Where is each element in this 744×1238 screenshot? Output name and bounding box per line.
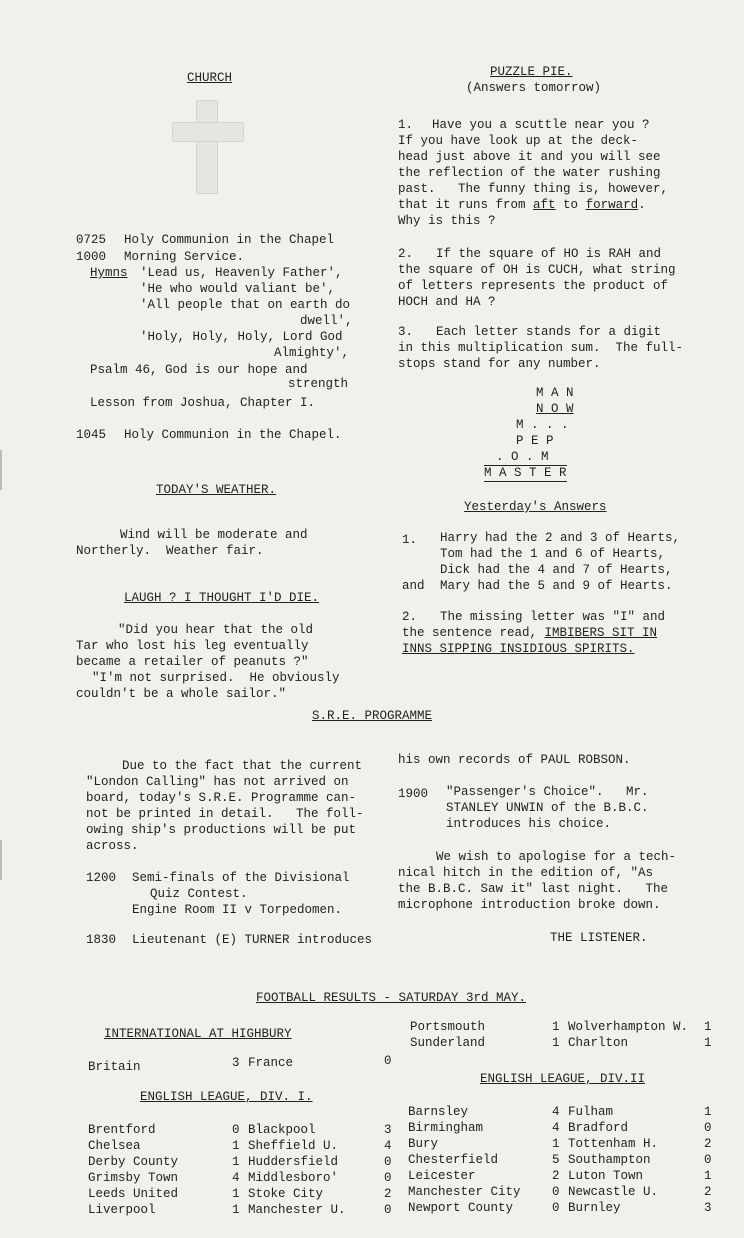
team-home: Brentford	[88, 1123, 156, 1137]
laugh-line: became a retailer of peanuts ?"	[76, 655, 309, 669]
team-away: Middlesboro'	[248, 1171, 339, 1185]
sum-result: M A S T E R	[484, 466, 567, 480]
team-home: Derby County	[88, 1155, 179, 1169]
lesson-line: Lesson from Joshua, Chapter I.	[90, 396, 316, 410]
programme-time: 1200	[86, 871, 117, 885]
page-fold-mark	[0, 840, 2, 880]
score-home: 0	[552, 1201, 560, 1215]
programme-time: 1830	[86, 933, 117, 947]
weather-title: TODAY'S WEATHER.	[156, 483, 277, 497]
programme-line: Lieutenant (E) TURNER introduces	[132, 933, 373, 947]
score-home: 1	[552, 1036, 560, 1050]
sre-line: across.	[86, 839, 139, 853]
weather-line: Wind will be moderate and	[120, 528, 308, 542]
team-away: Luton Town	[568, 1169, 644, 1183]
programme-line: his own records of PAUL ROBSON.	[398, 753, 631, 767]
score-home: 0	[552, 1185, 560, 1199]
score-away: 1	[704, 1169, 712, 1183]
team-home: Chelsea	[88, 1139, 141, 1153]
puzzle-line: HOCH and HA ?	[398, 295, 496, 309]
score-away: 0	[384, 1054, 392, 1068]
laugh-line: "I'm not surprised. He obviously	[92, 671, 340, 685]
forward-word: forward	[585, 198, 639, 212]
puzzle-line	[398, 197, 646, 214]
team-away: Newcastle U.	[568, 1185, 659, 1199]
answer-line	[402, 625, 657, 642]
sre-line: not be printed in detail. The foll-	[86, 807, 364, 821]
aft-word: aft	[533, 198, 556, 212]
puzzle-text: to	[555, 198, 586, 212]
puzzle-line: Each letter stands for a digit	[436, 325, 662, 339]
team-away: Tottenham H.	[568, 1137, 659, 1151]
question-number: 3.	[398, 325, 414, 339]
weather-line: Northerly. Weather fair.	[76, 544, 264, 558]
team-home: Grimsby Town	[88, 1171, 179, 1185]
church-entry-text: Holy Communion in the Chapel	[124, 233, 335, 247]
programme-line: Quiz Contest.	[150, 887, 248, 901]
score-away: 4	[384, 1139, 392, 1153]
team-away: Huddersfield	[248, 1155, 339, 1169]
answer-and: and	[402, 579, 425, 593]
sre-title: S.R.E. PROGRAMME	[312, 709, 433, 723]
sum-row: M . . .	[516, 418, 569, 432]
team-away: Charlton	[568, 1036, 629, 1050]
puzzle-line: head just above it and you will see	[398, 150, 661, 164]
team-home: Britain	[88, 1060, 141, 1074]
answer-line: Harry had the 2 and 3 of Hearts,	[440, 531, 681, 545]
div1-title: ENGLISH LEAGUE, DIV. I.	[140, 1090, 313, 1104]
programme-line: Engine Room II v Torpedomen.	[132, 903, 343, 917]
answer-number: 2.	[402, 610, 418, 624]
team-away: Southampton	[568, 1153, 651, 1167]
apology-line: the B.B.C. Saw it" last night. The	[398, 882, 669, 896]
psalm-line: strength	[288, 377, 349, 391]
puzzle-line: If you have look up at the deck-	[398, 134, 639, 148]
team-away: Blackpool	[248, 1123, 316, 1137]
score-home: 0	[232, 1123, 240, 1137]
sre-line: "London Calling" has not arrived on	[86, 775, 349, 789]
puzzle-line: Why is this ?	[398, 214, 496, 228]
score-home: 4	[232, 1171, 240, 1185]
sum-row: . O . M	[496, 450, 549, 464]
team-home: Liverpool	[88, 1203, 156, 1217]
hymn-line: 'He who would valiant be',	[140, 282, 336, 296]
team-home: Barnsley	[408, 1105, 469, 1119]
church-entry-time: 1000	[76, 250, 107, 264]
team-home: Chesterfield	[408, 1153, 499, 1167]
score-home: 2	[552, 1169, 560, 1183]
answer-line: Mary had the 5 and 9 of Hearts.	[440, 579, 673, 593]
hymn-line: Almighty',	[274, 346, 350, 360]
score-away: 3	[704, 1201, 712, 1215]
team-away: Manchester U.	[248, 1203, 346, 1217]
sre-line: board, today's S.R.E. Programme can-	[86, 791, 357, 805]
church-entry-time: 0725	[76, 233, 107, 247]
score-home: 1	[232, 1187, 240, 1201]
team-away: Stoke City	[248, 1187, 324, 1201]
question-number: 2.	[398, 247, 414, 261]
signature: THE LISTENER.	[550, 931, 648, 945]
puzzle-subtitle: (Answers tomorrow)	[466, 81, 602, 95]
laugh-title: LAUGH ? I THOUGHT I'D DIE.	[124, 591, 320, 605]
psalm-line: Psalm 46, God is our hope and	[90, 363, 308, 377]
team-away: Bradford	[568, 1121, 629, 1135]
hymn-line: 'Lead us, Heavenly Father',	[140, 266, 343, 280]
score-away: 0	[704, 1121, 712, 1135]
puzzle-line: the square of OH is CUCH, what string	[398, 263, 676, 277]
score-home: 4	[552, 1105, 560, 1119]
laugh-line: couldn't be a whole sailor."	[76, 687, 287, 701]
apology-line: nical hitch in the edition of, "As	[398, 866, 654, 880]
team-home: Leicester	[408, 1169, 476, 1183]
programme-line: Semi-finals of the Divisional	[132, 871, 350, 885]
question-number: 1.	[398, 118, 414, 132]
score-home: 4	[552, 1121, 560, 1135]
score-away: 3	[384, 1123, 392, 1137]
score-away: 0	[704, 1153, 712, 1167]
laugh-line: Tar who lost his leg eventually	[76, 639, 309, 653]
score-away: 1	[704, 1020, 712, 1034]
score-home: 1	[232, 1203, 240, 1217]
team-home: Newport County	[408, 1201, 514, 1215]
answers-title: Yesterday's Answers	[464, 500, 607, 514]
sre-line: owing ship's productions will be put	[86, 823, 357, 837]
score-away: 0	[384, 1171, 392, 1185]
score-home: 1	[552, 1020, 560, 1034]
sre-line: Due to the fact that the current	[122, 759, 363, 773]
score-home: 1	[232, 1139, 240, 1153]
puzzle-title: PUZZLE PIE.	[490, 65, 573, 79]
answer-sentence: INNS SIPPING INSIDIOUS SPIRITS.	[402, 642, 635, 656]
page-fold-mark	[0, 450, 2, 490]
score-home: 5	[552, 1153, 560, 1167]
answer-line: Tom had the 1 and 6 of Hearts,	[440, 547, 666, 561]
div2-title: ENGLISH LEAGUE, DIV.II	[480, 1072, 646, 1086]
programme-line: "Passenger's Choice". Mr.	[446, 785, 649, 799]
team-home: Portsmouth	[410, 1020, 486, 1034]
sum-row: N O W	[536, 402, 574, 416]
answer-line: Dick had the 4 and 7 of Hearts,	[440, 563, 673, 577]
score-away: 2	[704, 1185, 712, 1199]
team-home: Manchester City	[408, 1185, 521, 1199]
team-home: Sunderland	[410, 1036, 486, 1050]
puzzle-line: Have you a scuttle near you ?	[432, 118, 650, 132]
team-away: Burnley	[568, 1201, 621, 1215]
team-home: Birmingham	[408, 1121, 484, 1135]
church-entry-time: 1045	[76, 428, 107, 442]
puzzle-line: the reflection of the water rushing	[398, 166, 661, 180]
score-away: 0	[384, 1203, 392, 1217]
puzzle-text: .	[638, 198, 646, 212]
answer-line: The missing letter was "I" and	[440, 610, 666, 624]
answer-number: 1.	[402, 533, 418, 547]
puzzle-line: of letters represents the product of	[398, 279, 669, 293]
score-away: 0	[384, 1155, 392, 1169]
apology-line: We wish to apologise for a tech-	[436, 850, 677, 864]
hymn-line: 'All people that on earth do	[140, 298, 351, 312]
cross-icon	[172, 100, 242, 192]
puzzle-text: that it runs from	[398, 198, 534, 212]
football-title: FOOTBALL RESULTS - SATURDAY 3rd MAY.	[256, 991, 527, 1005]
puzzle-line: stops stand for any number.	[398, 357, 601, 371]
hymn-line: dwell',	[300, 314, 353, 328]
programme-line: STANLEY UNWIN of the B.B.C.	[446, 801, 649, 815]
score-away: 2	[704, 1137, 712, 1151]
team-away: Sheffield U.	[248, 1139, 339, 1153]
hymn-line: 'Holy, Holy, Holy, Lord God	[140, 330, 343, 344]
score-away: 2	[384, 1187, 392, 1201]
score-home: 1	[232, 1155, 240, 1169]
church-entry-text: Holy Communion in the Chapel.	[124, 428, 342, 442]
international-title: INTERNATIONAL AT HIGHBURY	[104, 1027, 292, 1041]
laugh-line: "Did you hear that the old	[118, 623, 314, 637]
team-away: France	[248, 1056, 294, 1070]
church-entry-text: Morning Service.	[124, 250, 245, 264]
team-home: Leeds United	[88, 1187, 179, 1201]
team-away: Wolverhampton W.	[568, 1020, 689, 1034]
puzzle-line: past. The funny thing is, however,	[398, 182, 669, 196]
programme-time: 1900	[398, 787, 429, 801]
score-away: 1	[704, 1036, 712, 1050]
answer-sentence: IMBIBERS SIT IN	[544, 626, 658, 640]
answer-text: the sentence read,	[402, 626, 545, 640]
puzzle-line: in this multiplication sum. The full-	[398, 341, 684, 355]
score-home: 3	[232, 1056, 240, 1070]
apology-line: microphone introduction broke down.	[398, 898, 661, 912]
sum-row: M A N	[536, 386, 574, 400]
programme-line: introduces his choice.	[446, 817, 612, 831]
hymns-label: Hymns	[90, 266, 128, 280]
score-away: 1	[704, 1105, 712, 1119]
church-title: CHURCH	[187, 71, 233, 85]
puzzle-line: If the square of HO is RAH and	[436, 247, 662, 261]
team-home: Bury	[408, 1137, 439, 1151]
sum-row: P E P	[516, 434, 554, 448]
team-away: Fulham	[568, 1105, 614, 1119]
score-home: 1	[552, 1137, 560, 1151]
